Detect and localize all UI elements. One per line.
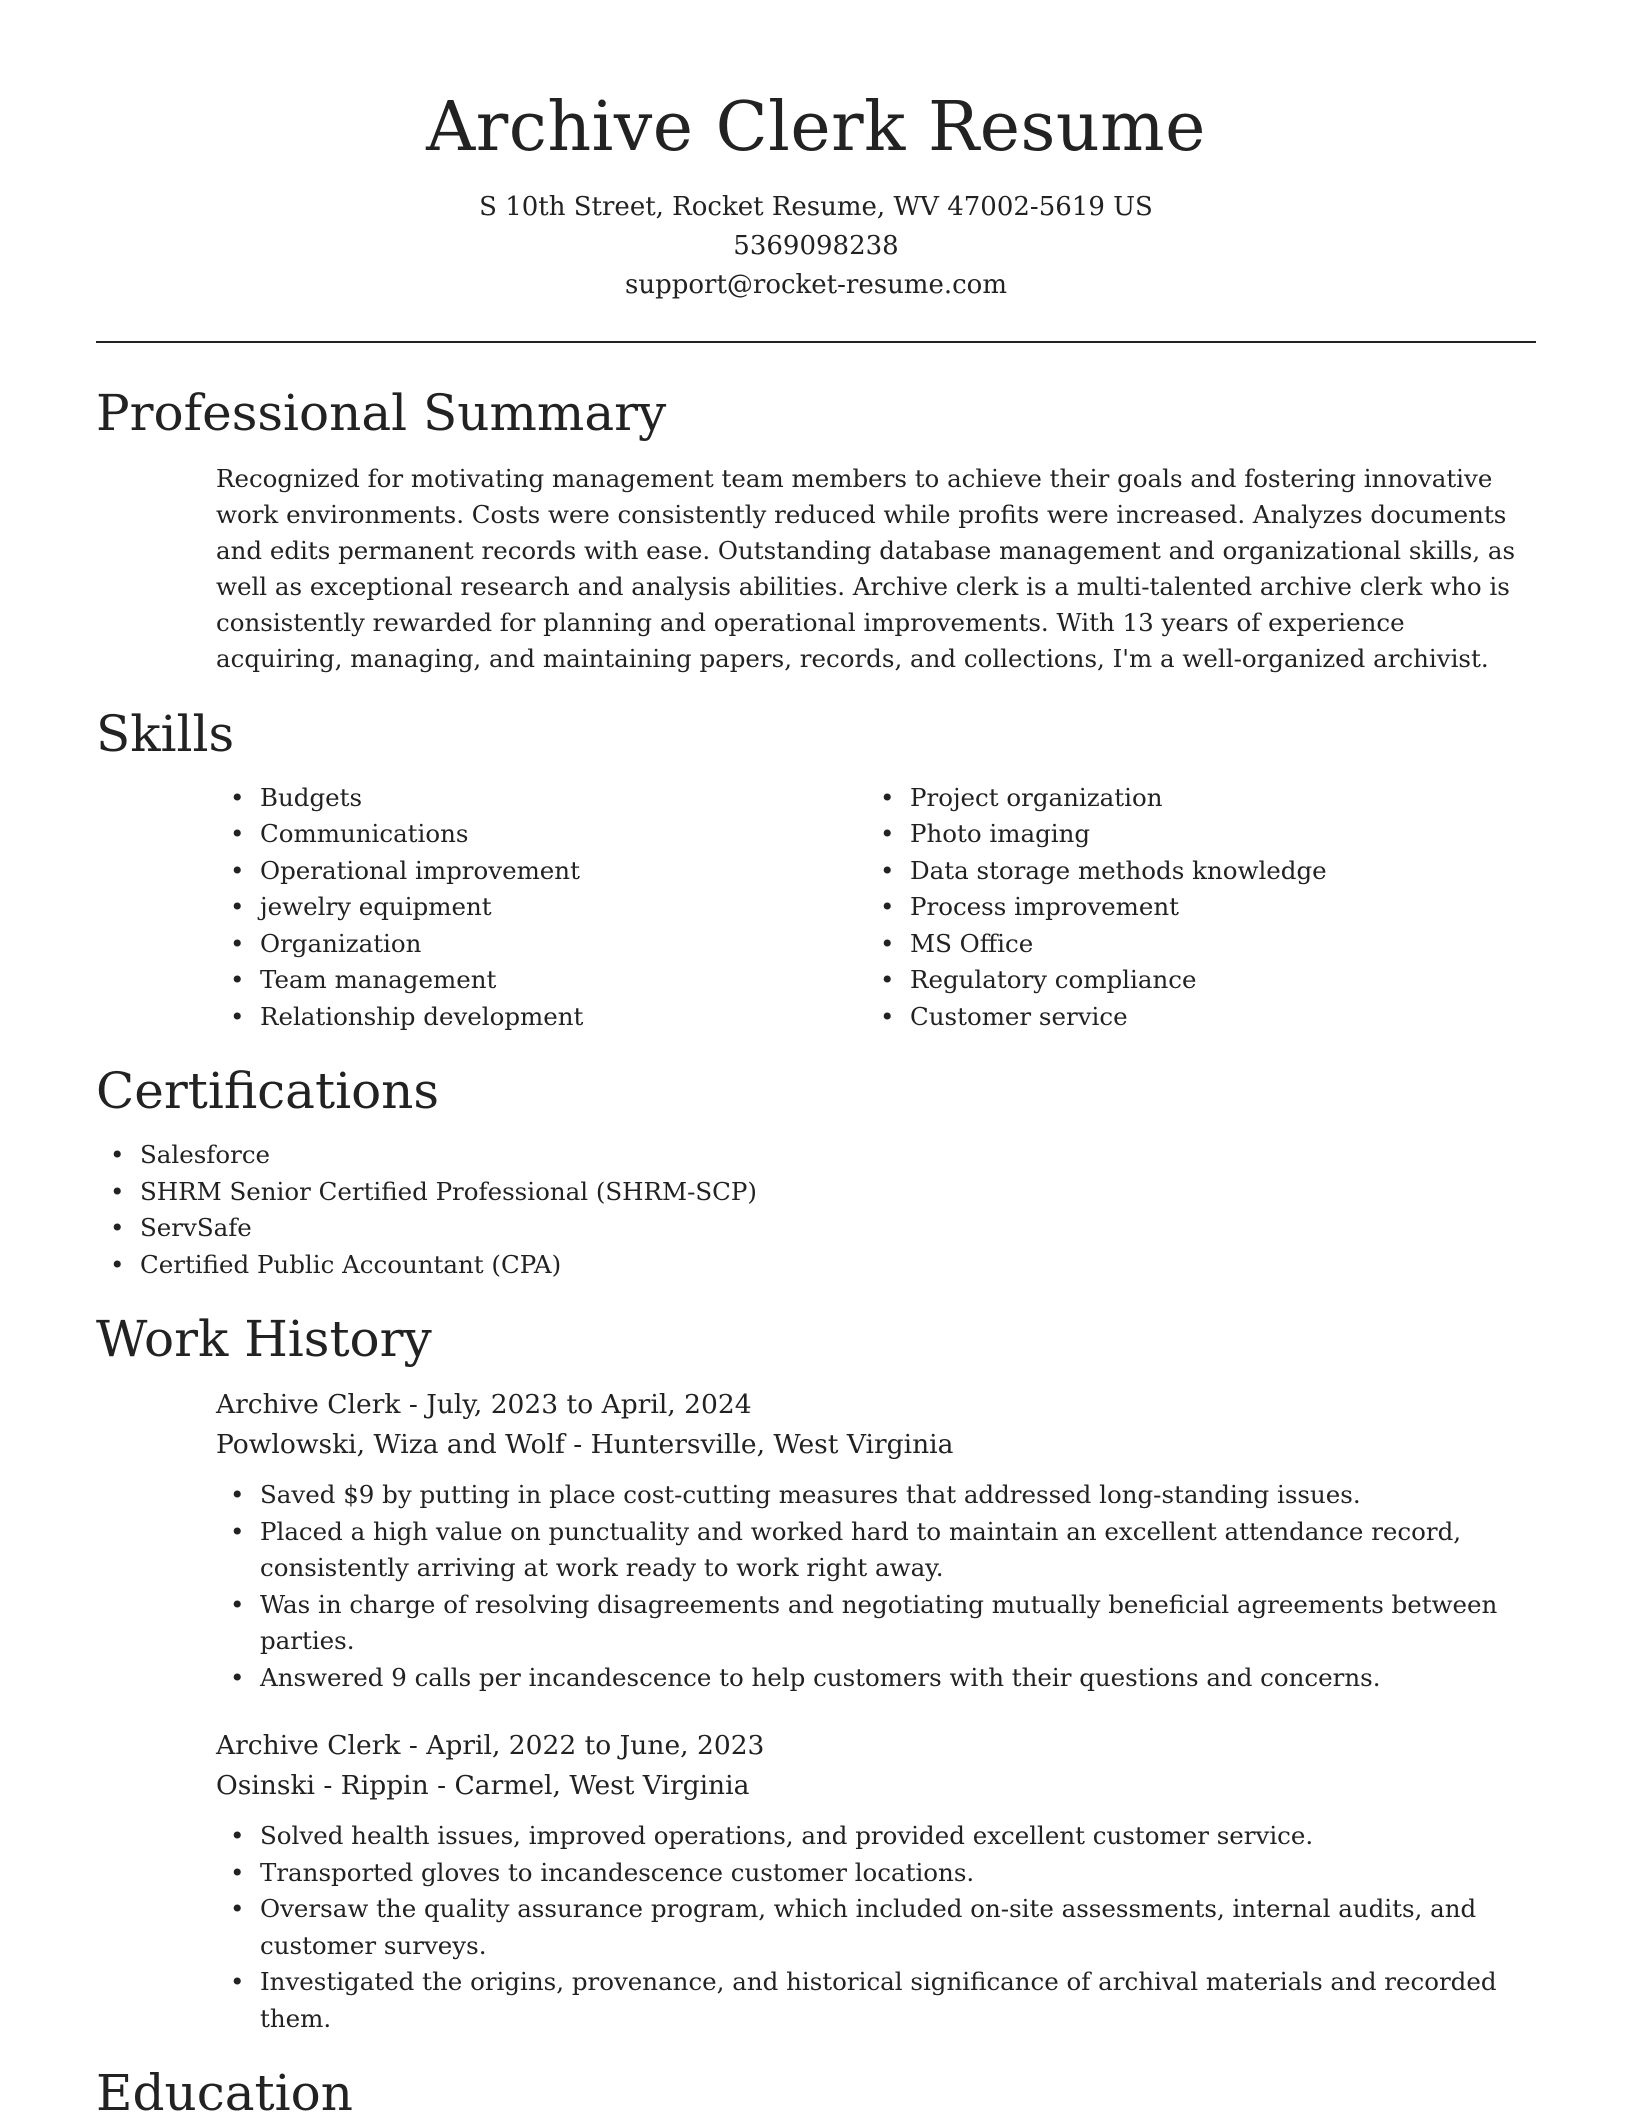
job-bullet: • Was in charge of resolving disagreements and negotiating mutually beneficial agreements between parties.: [216, 1587, 1536, 1660]
summary-heading: Professional Summary: [96, 384, 667, 442]
summary-text: Recognized for motivating management team members to achieve their goals and fostering innovative work environments. Costs were consistently reduced while profits were increased. Analyzes documents and edits permanent records with ease. Outstanding database management and organizational skills, as well as exceptional research and analysis abilities. Archive clerk is a multi-talented archive clerk who is consistently rewarded for planning and operational improvements. With 13 years of experience acquiring, managing, and maintaining papers, records, and collections, I'm a well-organized archivist.: [216, 464, 1516, 673]
skill-item: • Budgets: [216, 780, 866, 817]
job-title: Archive Clerk - July, 2023 to April, 2024: [216, 1389, 752, 1420]
job-bullet: • Oversaw the quality assurance program, which included on-site assessments, internal audits, and customer surveys.: [216, 1891, 1536, 1964]
work-list: [96, 1385, 1536, 2037]
job-title: Archive Clerk - April, 2022 to June, 2023: [216, 1730, 765, 1761]
job-bullet: • Answered 9 calls per incandescence to help customers with their questions and concerns.: [216, 1660, 1536, 1697]
skill-item: • Data storage methods knowledge: [866, 853, 1516, 890]
job-bullet: • Solved health issues, improved operations, and provided excellent customer service.: [216, 1818, 1536, 1855]
skill-item: • MS Office: [866, 926, 1516, 963]
email: support@rocket-resume.com: [624, 270, 1007, 300]
education-heading: Education: [96, 2064, 353, 2122]
skill-item: • Regulatory compliance: [866, 962, 1516, 999]
address: S 10th Street, Rocket Resume, WV 47002-5619 US: [479, 192, 1153, 222]
skill-item: • Photo imaging: [866, 816, 1516, 853]
work-heading: Work History: [96, 1310, 432, 1368]
skill-item: • Customer service: [866, 999, 1516, 1036]
skill-item: • Process improvement: [866, 889, 1516, 926]
skills-list-left: [216, 780, 866, 1036]
skill-item: • Project organization: [866, 780, 1516, 817]
job-entry: [216, 1726, 1536, 2037]
contact-block: [96, 188, 1536, 305]
resume-header: [96, 0, 1536, 305]
skill-item: • jewelry equipment: [216, 889, 866, 926]
resume-title: Archive Clerk Resume: [426, 88, 1206, 167]
resume-page: [96, 0, 1536, 2125]
header-divider: [96, 341, 1536, 343]
certifications-heading: Certifications: [96, 1062, 440, 1120]
certification-item: • Certified Public Accountant (CPA): [96, 1247, 1536, 1284]
certifications-section: [96, 1059, 1536, 1283]
certification-item: • SHRM Senior Certified Professional (SHRM-SCP): [96, 1174, 1536, 1211]
skill-item: • Organization: [216, 926, 866, 963]
job-bullet: • Investigated the origins, provenance, and historical significance of archival materials and recorded them.: [216, 1964, 1536, 2037]
job-company: Osinski - Rippin - Carmel, West Virginia: [216, 1770, 750, 1801]
certification-item: • ServSafe: [96, 1210, 1536, 1247]
job-bullets: [216, 1477, 1536, 1696]
skill-item: • Communications: [216, 816, 866, 853]
phone: 5369098238: [733, 231, 899, 261]
education-section: [96, 2061, 1536, 2125]
certification-item: • Salesforce: [96, 1137, 1536, 1174]
skills-heading: Skills: [96, 704, 235, 763]
job-bullet: • Placed a high value on punctuality and worked hard to maintain an excellent attendance record, consistently arriving at work ready to work right away.: [216, 1514, 1536, 1587]
job-entry: [216, 1385, 1536, 1696]
skills-grid: [216, 766, 1536, 1036]
skill-item: • Team management: [216, 962, 866, 999]
skill-item: • Relationship development: [216, 999, 866, 1036]
job-bullet: • Saved $9 by putting in place cost-cutting measures that addressed long-standing issues.: [216, 1477, 1536, 1514]
skills-section: [96, 702, 1536, 1036]
job-company: Powlowski, Wiza and Wolf - Huntersville, West Virginia: [216, 1429, 954, 1460]
skills-list-right: [866, 780, 1516, 1036]
certifications-list: [96, 1137, 1536, 1283]
skill-item: • Operational improvement: [216, 853, 866, 890]
job-bullet: • Transported gloves to incandescence customer locations.: [216, 1855, 1536, 1892]
work-section: [96, 1307, 1536, 2037]
job-bullets: [216, 1818, 1536, 2037]
